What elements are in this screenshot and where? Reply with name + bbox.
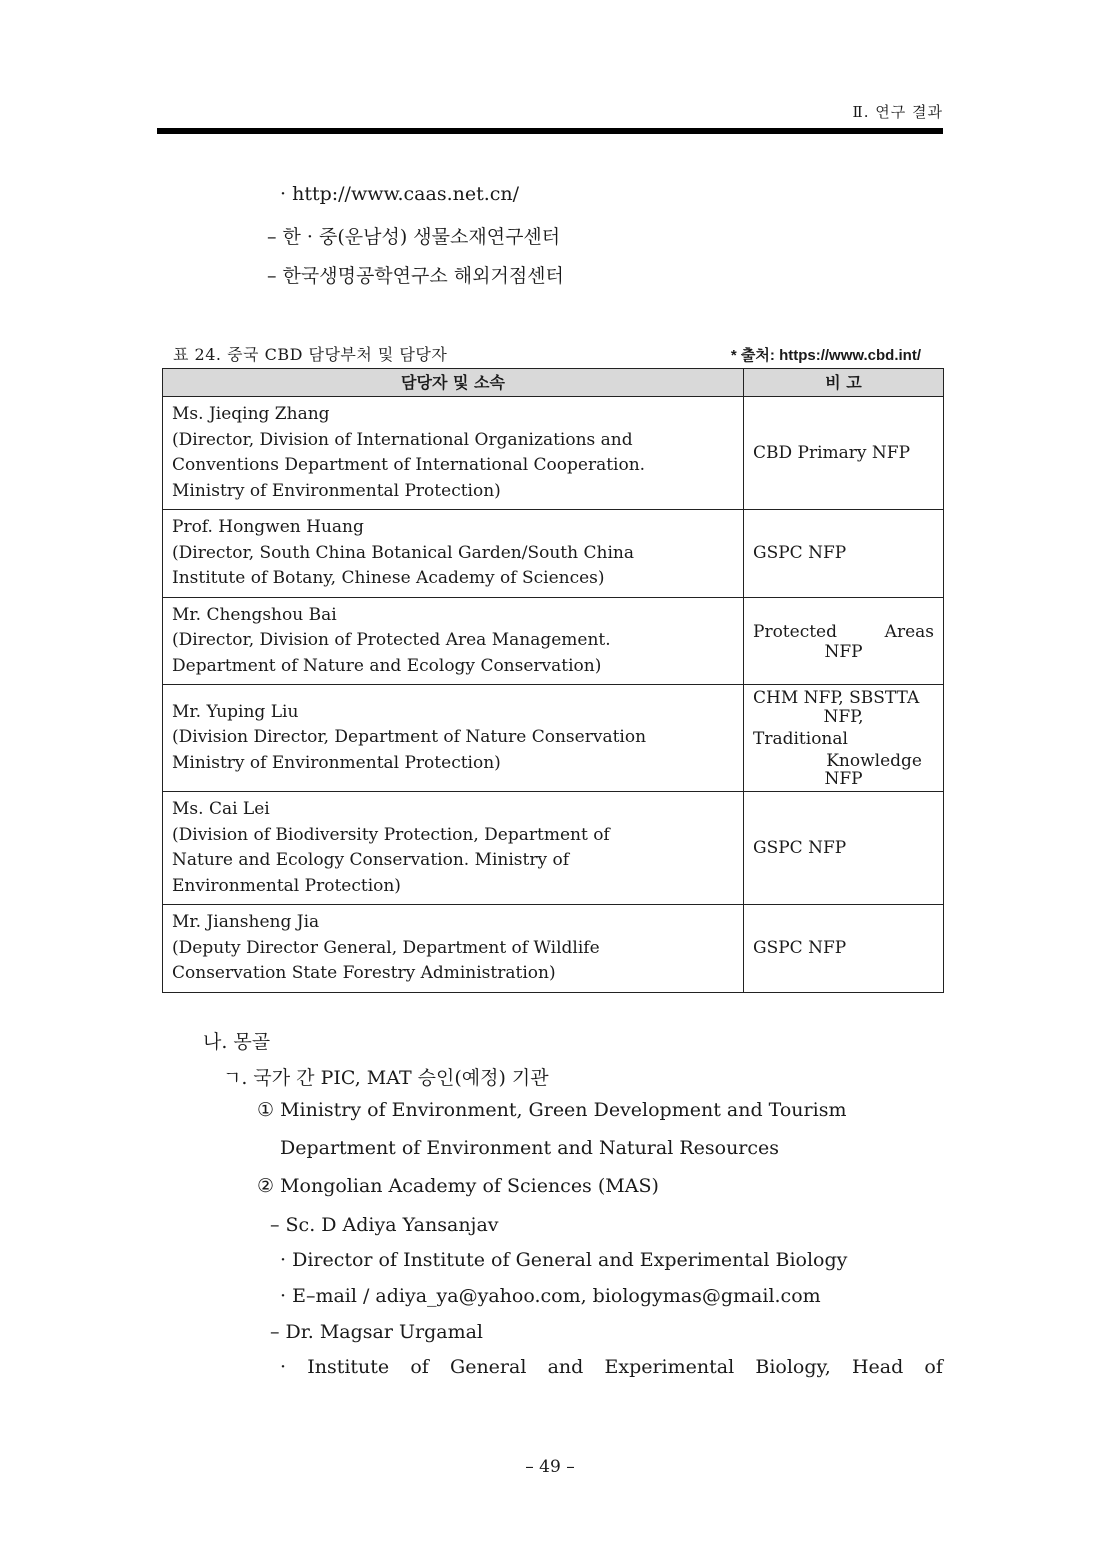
cell-line: Ministry of Environmental Protection) bbox=[172, 752, 501, 773]
remark-text: GSPC NFP bbox=[753, 543, 847, 564]
remark-text: NFP bbox=[824, 769, 863, 789]
remark-word: Areas bbox=[884, 621, 934, 642]
remark-cell bbox=[744, 792, 944, 905]
cell-line: (Division Director, Department of Nature Conservation bbox=[172, 727, 647, 748]
table-row bbox=[163, 397, 944, 510]
table-row bbox=[163, 510, 944, 598]
cell-line: Institute of Botany, Chinese Academy of Sciences) bbox=[172, 568, 605, 588]
table-source: * 출처: https://www.cbd.int/ bbox=[730, 347, 921, 364]
word: Institute bbox=[307, 1356, 390, 1378]
word: and bbox=[547, 1356, 584, 1378]
remark-text: GSPC NFP bbox=[753, 838, 847, 858]
agency-item-2: ② Mongolian Academy of Sciences (MAS) bbox=[257, 1175, 659, 1197]
intro-url-line: · http://www.caas.net.cn/ bbox=[280, 183, 520, 205]
table-row bbox=[163, 685, 944, 792]
person-cell bbox=[163, 905, 744, 993]
cell-line: Mr. Chengshou Bai bbox=[172, 604, 337, 625]
word: Head bbox=[851, 1356, 904, 1378]
intro-center-line: – 한 · 중(운남성) 생물소재연구센터 bbox=[267, 226, 561, 248]
subsection-heading: ㄱ. 국가 간 PIC, MAT 승인(예정) 기관 bbox=[223, 1067, 549, 1089]
cell-line: Prof. Hongwen Huang bbox=[172, 517, 364, 537]
remark-text: GSPC NFP bbox=[753, 938, 847, 959]
cell-line: Ms. Jieqing Zhang bbox=[172, 404, 330, 424]
cell-line: Ministry of Environmental Protection) bbox=[172, 480, 501, 501]
remark-cell bbox=[744, 685, 944, 792]
person-cell bbox=[163, 510, 744, 598]
remark-text: NFP, bbox=[823, 707, 864, 727]
running-head: Ⅱ. 연구 결과 bbox=[852, 103, 943, 121]
cell-line: Mr. Yuping Liu bbox=[172, 701, 299, 722]
cell-line: Department of Nature and Ecology Conservation) bbox=[172, 655, 602, 676]
word: General bbox=[450, 1356, 527, 1378]
header-remarks: 비 고 bbox=[744, 369, 944, 397]
cell-line: Nature and Ecology Conservation. Ministry of bbox=[172, 850, 570, 870]
intro-overseas-line: – 한국생명공학연구소 해외거점센터 bbox=[267, 265, 564, 287]
person-cell bbox=[163, 597, 744, 685]
remark-text: NFP bbox=[824, 641, 863, 662]
remark-cell bbox=[744, 597, 944, 685]
remark-cell bbox=[744, 397, 944, 510]
word: of bbox=[410, 1356, 429, 1378]
agency-item-1-cont: Department of Environment and Natural Resources bbox=[280, 1137, 780, 1159]
remark-word: Protected bbox=[753, 621, 837, 642]
page-number: – 49 – bbox=[525, 1457, 575, 1477]
contact-email: · E–mail / adiya_ya@yahoo.com, biologymas@gmail.com bbox=[280, 1285, 821, 1307]
cbd-contacts-table bbox=[162, 368, 944, 993]
person-cell bbox=[163, 792, 744, 905]
word: · bbox=[280, 1356, 287, 1378]
contact-name: – Sc. D Adiya Yansanjav bbox=[270, 1214, 499, 1236]
table-caption: 표 24. 중국 CBD 담당부처 및 담당자 bbox=[173, 345, 448, 364]
cell-line: (Director, South China Botanical Garden/South China bbox=[172, 542, 634, 563]
header-person: 담당자 및 소속 bbox=[163, 369, 744, 397]
remark-cell bbox=[744, 905, 944, 993]
remark-text: CBD Primary NFP bbox=[753, 443, 911, 463]
word: of bbox=[924, 1356, 943, 1378]
table-row bbox=[163, 597, 944, 685]
section-heading: 나. 몽골 bbox=[203, 1031, 271, 1053]
word: Biology, bbox=[755, 1356, 831, 1378]
table-caption-row bbox=[163, 342, 943, 368]
remark-cell bbox=[744, 510, 944, 598]
cell-line: (Deputy Director General, Department of Wildlife bbox=[172, 937, 600, 958]
table-header-row bbox=[163, 369, 944, 397]
agency-item-1: ① Ministry of Environment, Green Development and Tourism bbox=[257, 1099, 847, 1121]
cell-line: (Division of Biodiversity Protection, Department of bbox=[172, 824, 610, 845]
remark-text: Traditional bbox=[753, 729, 848, 749]
contact-affiliation bbox=[280, 1356, 943, 1378]
remark-text: Knowledge bbox=[826, 751, 922, 771]
table-row bbox=[163, 792, 944, 905]
cell-line: (Director, Division of Protected Area Management. bbox=[172, 630, 611, 650]
remark-text bbox=[753, 621, 934, 643]
remark-text: CHM NFP, SBSTTA bbox=[753, 688, 920, 708]
cell-line: Ms. Cai Lei bbox=[172, 799, 270, 819]
header-rule bbox=[157, 128, 943, 134]
table-row bbox=[163, 905, 944, 993]
cell-line: (Director, Division of International Organizations and bbox=[172, 429, 633, 450]
person-cell bbox=[163, 685, 744, 792]
word: Experimental bbox=[604, 1356, 735, 1378]
contact-title: · Director of Institute of General and Experimental Biology bbox=[280, 1249, 848, 1271]
person-cell bbox=[163, 397, 744, 510]
cell-line: Conventions Department of International Cooperation. bbox=[172, 455, 646, 475]
cell-line: Environmental Protection) bbox=[172, 875, 401, 896]
contact-name: – Dr. Magsar Urgamal bbox=[270, 1321, 483, 1343]
cell-line: Conservation State Forestry Administration) bbox=[172, 963, 556, 983]
cell-line: Mr. Jiansheng Jia bbox=[172, 912, 320, 932]
